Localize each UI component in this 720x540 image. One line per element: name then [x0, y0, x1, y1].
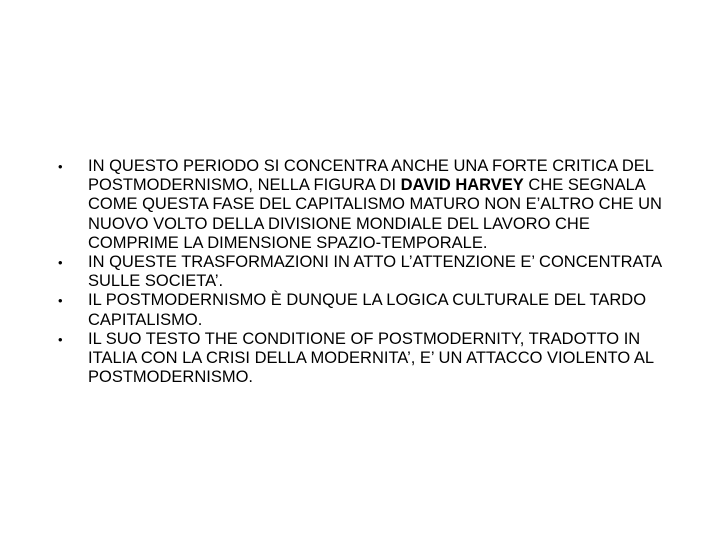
- bullet-text: IN QUESTO PERIODO SI CONCENTRA ANCHE UNA FORTE CRITICA DEL POSTMODERNISMO, NELLA FIGURA DI: [88, 157, 654, 195]
- bullet-text: IN QUESTE TRASFORMAZIONI IN ATTO L’ATTENZIONE E’ CONCENTRATA SULLE SOCIETA’.: [88, 253, 662, 291]
- bullet-text: IL POSTMODERNISMO È DUNQUE LA LOGICA CULTURALE DEL TARDO CAPITALISMO.: [88, 291, 647, 329]
- bullet-item-harvey: [58, 157, 668, 253]
- bullet-icon: •: [58, 159, 63, 174]
- bullet-text-continued: CHE SEGNALA COME QUESTA FASE DEL CAPITALISMO MATURO NON E’ALTRO CHE UN NUOVO VOLTO DELLA DIVISIONE MONDIALE DEL LAVORO CHE COMPRIME LA DIMENSIONE SPAZIO-TEMPORALE.: [88, 176, 662, 252]
- bullet-item-postmodernismo: [58, 291, 668, 329]
- bullet-item-trasformazioni: [58, 253, 668, 291]
- bullet-item-testo: [58, 330, 668, 388]
- bullet-list: [58, 157, 668, 387]
- bullet-icon: •: [58, 255, 63, 271]
- bold-name: DAVID HARVEY: [400, 176, 524, 195]
- bullet-text: IL SUO TESTO THE CONDITIONE OF POSTMODERNITY, TRADOTTO IN ITALIA CON LA CRISI DELLA MODERNITA’, E’ UN ATTACCO VIOLENTO AL POSTMODERNISMO.: [88, 329, 654, 387]
- bullet-icon: •: [58, 293, 63, 309]
- bullet-icon: •: [58, 331, 63, 347]
